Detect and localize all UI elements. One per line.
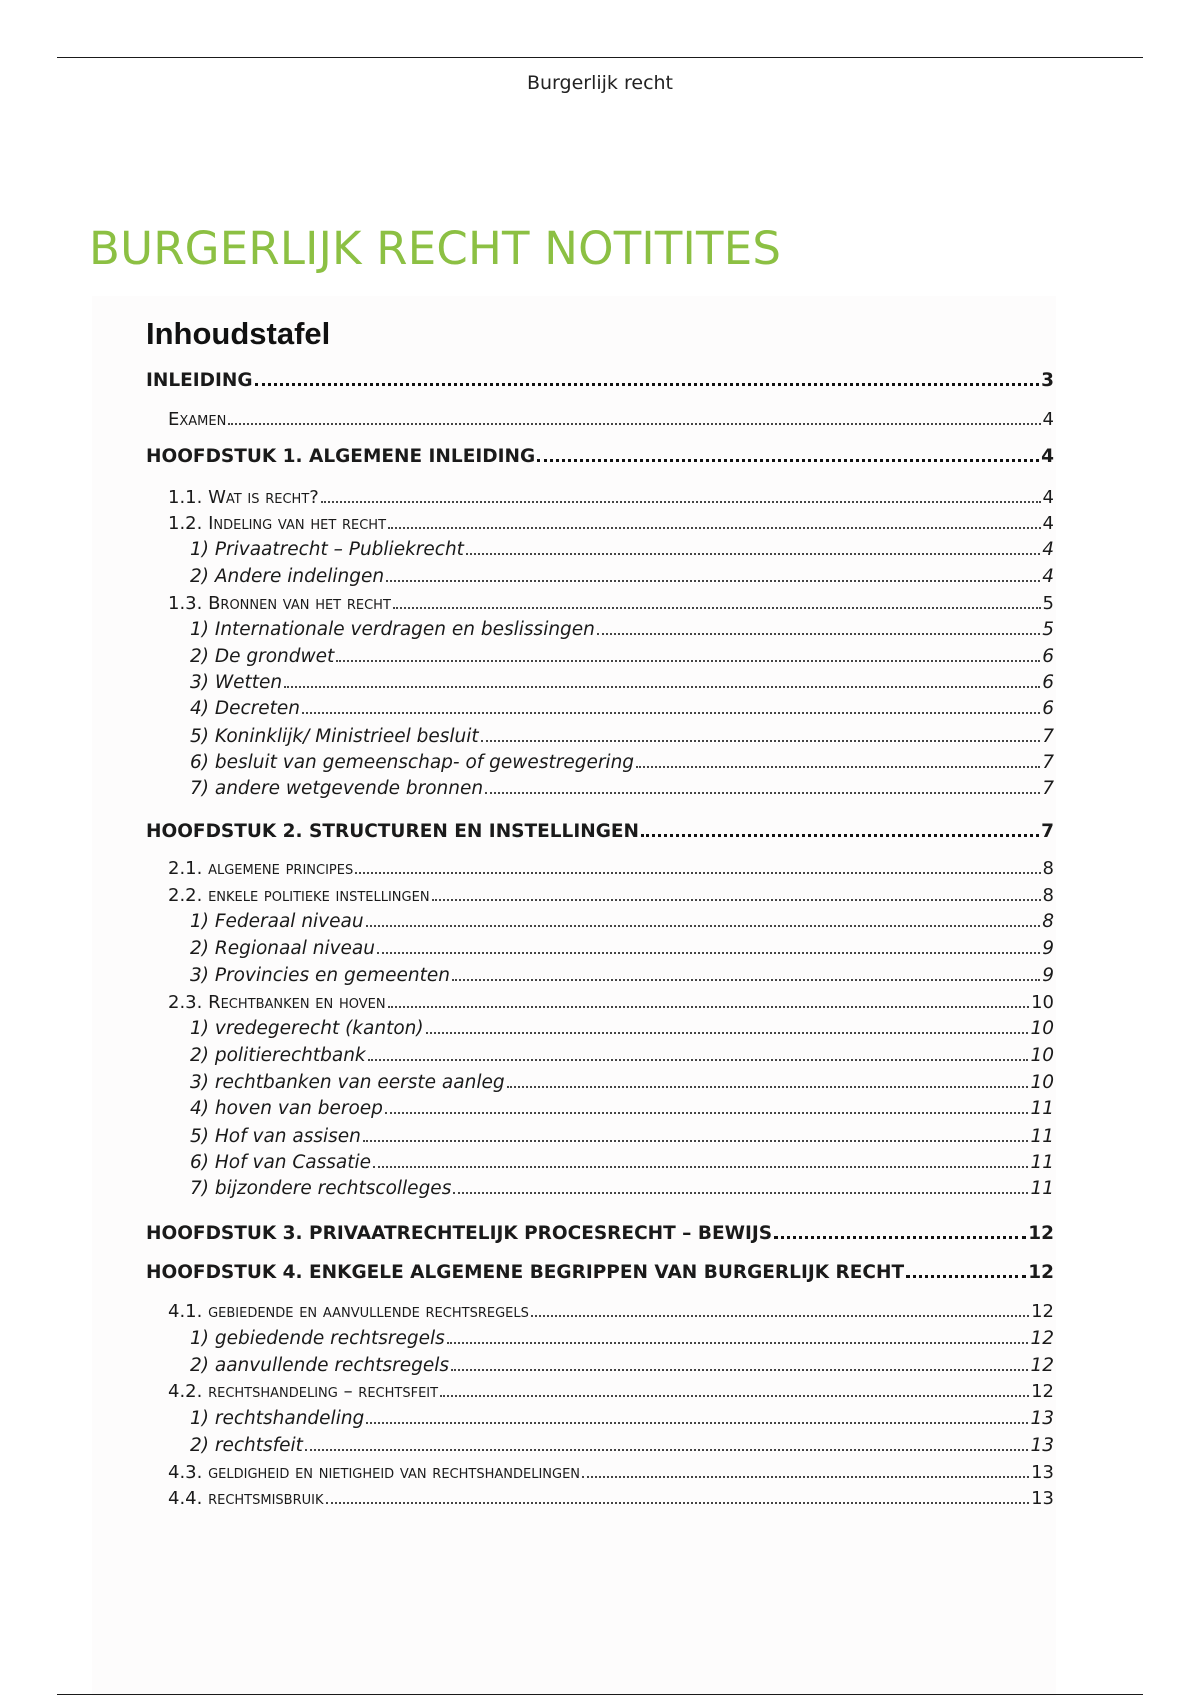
toc-subsection-entry[interactable] xyxy=(190,752,1054,778)
toc-dot-leader xyxy=(453,1191,1028,1194)
toc-page-number: 8 xyxy=(1042,911,1054,932)
toc-entry-title: 2) aanvullende rechtsregels xyxy=(190,1355,449,1376)
toc-entry-title: HOOFDSTUK 1. ALGEMENE INLEIDING xyxy=(146,446,536,467)
toc-subsection-entry[interactable] xyxy=(190,911,1054,937)
toc-page-number: 6 xyxy=(1042,698,1054,719)
toc-subsection-entry[interactable] xyxy=(190,1178,1054,1204)
toc-entry-title: 2.1. algemene principes xyxy=(168,858,354,879)
toc-section-entry[interactable] xyxy=(168,1301,1054,1327)
toc-page-number: 7 xyxy=(1041,821,1054,842)
toc-chapter-entry[interactable] xyxy=(146,370,1054,396)
toc-entry-title: 4.2. rechtshandeling – rechtsfeit xyxy=(168,1381,439,1402)
toc-page-number: 12 xyxy=(1031,1301,1054,1322)
toc-section-entry[interactable] xyxy=(168,487,1054,513)
toc-dot-leader xyxy=(774,1235,1026,1239)
toc-dot-leader xyxy=(451,1368,1028,1371)
toc-subsection-entry[interactable] xyxy=(190,1152,1054,1178)
toc-page-number: 7 xyxy=(1042,778,1054,799)
toc-dot-leader xyxy=(481,739,1041,742)
toc-page-number: 9 xyxy=(1042,965,1054,986)
toc-dot-leader xyxy=(385,1111,1029,1114)
toc-page-number: 12 xyxy=(1028,1262,1054,1283)
toc-page-number: 10 xyxy=(1030,1045,1054,1066)
toc-dot-leader xyxy=(641,833,1039,837)
toc-entry-title: HOOFDSTUK 2. STRUCTUREN EN INSTELLINGEN xyxy=(146,821,640,842)
toc-dot-leader xyxy=(355,871,1040,874)
toc-dot-leader xyxy=(386,579,1040,582)
toc-section-entry[interactable] xyxy=(168,885,1054,911)
toc-chapter-entry[interactable] xyxy=(146,1262,1054,1288)
toc-entry-title: 1) gebiedende rechtsregels xyxy=(190,1328,445,1349)
toc-dot-leader xyxy=(321,500,1041,503)
toc-dot-leader xyxy=(366,924,1041,927)
toc-subsection-entry[interactable] xyxy=(190,1408,1054,1434)
toc-dot-leader xyxy=(537,458,1039,462)
toc-page-number: 11 xyxy=(1030,1152,1054,1173)
toc-entry-title: Examen xyxy=(168,409,227,430)
toc-page-number: 4 xyxy=(1042,513,1054,534)
toc-dot-leader xyxy=(531,1314,1029,1317)
toc-dot-leader xyxy=(582,1475,1029,1478)
toc-entry-title: 6) Hof van Cassatie xyxy=(190,1152,372,1173)
toc-section-entry[interactable] xyxy=(168,858,1054,884)
toc-dot-leader xyxy=(440,1394,1029,1397)
toc-page-number: 13 xyxy=(1030,1408,1054,1429)
toc-subsection-entry[interactable] xyxy=(190,1435,1054,1461)
toc-entry-title: 3) rechtbanken van eerste aanleg xyxy=(190,1072,505,1093)
toc-entry-title: 4.4. rechtsmisbruik xyxy=(168,1488,324,1509)
toc-dot-leader xyxy=(388,1005,1030,1008)
toc-subsection-entry[interactable] xyxy=(190,1126,1054,1152)
toc-dot-leader xyxy=(366,1421,1028,1424)
document-title: BURGERLIJK RECHT NOTITITES xyxy=(89,222,782,275)
toc-subsection-entry[interactable] xyxy=(190,1072,1054,1098)
toc-page-number: 4 xyxy=(1042,566,1054,587)
toc-subsection-entry[interactable] xyxy=(190,965,1054,991)
toc-dot-leader xyxy=(426,1031,1029,1034)
toc-entry-title: 1.3. Bronnen van het recht xyxy=(168,593,391,614)
running-header: Burgerlijk recht xyxy=(526,72,674,94)
toc-subsection-entry[interactable] xyxy=(190,1098,1054,1124)
toc-page-number: 10 xyxy=(1030,1072,1054,1093)
toc-subsection-entry[interactable] xyxy=(190,778,1054,804)
toc-section-entry[interactable] xyxy=(168,1488,1054,1514)
toc-dot-leader xyxy=(336,659,1040,662)
toc-page-number: 11 xyxy=(1030,1126,1054,1147)
toc-dot-leader xyxy=(906,1274,1026,1278)
toc-entry-title: INLEIDING xyxy=(146,370,253,391)
toc-section-entry[interactable] xyxy=(168,593,1054,619)
toc-entry-title: 1) Federaal niveau xyxy=(190,911,364,932)
toc-page-number: 7 xyxy=(1042,726,1054,747)
toc-page-number: 5 xyxy=(1042,619,1054,640)
toc-entry-title: 2) De grondwet xyxy=(190,646,335,667)
toc-entry-title: 4.3. geldigheid en nietigheid van rechtshandelingen xyxy=(168,1462,581,1483)
toc-entry-title: 7) bijzondere rechtscolleges xyxy=(190,1178,452,1199)
toc-dot-leader xyxy=(393,606,1041,609)
toc-section-entry[interactable] xyxy=(168,1381,1054,1407)
toc-page-number: 3 xyxy=(1041,370,1054,391)
toc-dot-leader xyxy=(363,1139,1029,1142)
toc-section-entry[interactable] xyxy=(168,992,1054,1018)
toc-page-number: 6 xyxy=(1042,672,1054,693)
toc-entry-title: 2) politierechtbank xyxy=(190,1045,366,1066)
footer-rule xyxy=(57,1694,1143,1695)
toc-subsection-entry[interactable] xyxy=(190,566,1054,592)
toc-dot-leader xyxy=(432,898,1041,901)
toc-page-number: 12 xyxy=(1031,1381,1054,1402)
toc-entry-title: 6) besluit van gemeenschap- of gewestregering xyxy=(190,752,635,773)
toc-dot-leader xyxy=(284,685,1040,688)
toc-entry-title: 1) Internationale verdragen en beslissingen xyxy=(190,619,595,640)
toc-entry-title: 2) Andere indelingen xyxy=(190,566,385,587)
toc-page-number: 12 xyxy=(1030,1355,1054,1376)
toc-entry-title: HOOFDSTUK 3. PRIVAATRECHTELIJK PROCESRECHT – BEWIJS xyxy=(146,1223,773,1244)
toc-page-number: 11 xyxy=(1030,1178,1054,1199)
toc-entry-title: 1) vredegerecht (kanton) xyxy=(190,1018,424,1039)
toc-entry-title: 7) andere wetgevende bronnen xyxy=(190,778,484,799)
toc-page-number: 8 xyxy=(1042,858,1054,879)
toc-section-entry[interactable] xyxy=(168,1462,1054,1488)
toc-dot-leader xyxy=(326,1501,1030,1504)
toc-entry-title: 2) Regionaal niveau xyxy=(190,938,375,959)
toc-dot-leader xyxy=(302,711,1040,714)
toc-page-number: 9 xyxy=(1042,938,1054,959)
toc-section-entry[interactable] xyxy=(168,409,1054,435)
toc-chapter-entry[interactable] xyxy=(146,821,1054,847)
toc-subsection-entry[interactable] xyxy=(190,1328,1054,1354)
toc-entry-title: 3) Wetten xyxy=(190,672,283,693)
toc-dot-leader xyxy=(597,632,1040,635)
toc-entry-title: HOOFDSTUK 4. ENKGELE ALGEMENE BEGRIPPEN VAN BURGERLIJK RECHT xyxy=(146,1262,905,1283)
toc-entry-title: 1.2. Indeling van het recht xyxy=(168,513,387,534)
toc-subsection-entry[interactable] xyxy=(190,539,1054,565)
toc-page-number: 13 xyxy=(1031,1462,1054,1483)
toc-dot-leader xyxy=(447,1341,1029,1344)
toc-subsection-entry[interactable] xyxy=(190,1045,1054,1071)
toc-page-number: 10 xyxy=(1030,1018,1054,1039)
toc-subsection-entry[interactable] xyxy=(190,698,1054,724)
toc-entry-title: 2.2. enkele politieke instellingen xyxy=(168,885,430,906)
toc-entry-title: 2) rechtsfeit xyxy=(190,1435,303,1456)
toc-page-number: 13 xyxy=(1031,1488,1054,1509)
toc-heading: Inhoudstafel xyxy=(146,316,331,351)
toc-entry-title: 5) Koninklijk/ Ministrieel besluit xyxy=(190,726,479,747)
toc-entry-title: 2.3. Rechtbanken en hoven xyxy=(168,992,386,1013)
toc-entry-title: 4) Decreten xyxy=(190,698,301,719)
toc-dot-leader xyxy=(636,765,1040,768)
toc-page-number: 4 xyxy=(1042,409,1054,430)
toc-dot-leader xyxy=(377,951,1040,954)
toc-chapter-entry[interactable] xyxy=(146,1223,1054,1249)
toc-page-number: 4 xyxy=(1041,446,1054,467)
toc-page-number: 4 xyxy=(1042,539,1054,560)
toc-subsection-entry[interactable] xyxy=(190,672,1054,698)
toc-subsection-entry[interactable] xyxy=(190,938,1054,964)
toc-entry-title: 1) rechtshandeling xyxy=(190,1408,365,1429)
toc-page-number: 10 xyxy=(1031,992,1054,1013)
toc-entry-title: 4) hoven van beroep xyxy=(190,1098,383,1119)
toc-page-number: 12 xyxy=(1030,1328,1054,1349)
toc-subsection-entry[interactable] xyxy=(190,726,1054,752)
toc-page-number: 5 xyxy=(1042,593,1054,614)
toc-subsection-entry[interactable] xyxy=(190,1355,1054,1381)
toc-section-entry[interactable] xyxy=(168,513,1054,539)
toc-entry-title: 4.1. gebiedende en aanvullende rechtsregels xyxy=(168,1301,529,1322)
toc-dot-leader xyxy=(466,552,1040,555)
toc-page-number: 4 xyxy=(1042,487,1054,508)
toc-dot-leader xyxy=(255,382,1040,386)
toc-page-number: 8 xyxy=(1042,885,1054,906)
toc-dot-leader xyxy=(368,1058,1029,1061)
toc-entry-title: 1) Privaatrecht – Publiekrecht xyxy=(190,539,464,560)
toc-subsection-entry[interactable] xyxy=(190,1018,1054,1044)
toc-chapter-entry[interactable] xyxy=(146,446,1054,472)
toc-page-number: 13 xyxy=(1030,1435,1054,1456)
toc-page-number: 12 xyxy=(1028,1223,1054,1244)
toc-subsection-entry[interactable] xyxy=(190,619,1054,645)
toc-dot-leader xyxy=(305,1448,1029,1451)
toc-dot-leader xyxy=(388,526,1041,529)
toc-dot-leader xyxy=(452,978,1040,981)
toc-entry-title: 5) Hof van assisen xyxy=(190,1126,361,1147)
toc-dot-leader xyxy=(228,422,1040,425)
toc-page-number: 11 xyxy=(1030,1098,1054,1119)
toc-entry-title: 3) Provincies en gemeenten xyxy=(190,965,450,986)
toc-page-number: 6 xyxy=(1042,646,1054,667)
toc-entry-title: 1.1. Wat is recht? xyxy=(168,487,319,508)
toc-dot-leader xyxy=(507,1085,1029,1088)
toc-dot-leader xyxy=(485,791,1040,794)
toc-subsection-entry[interactable] xyxy=(190,646,1054,672)
toc-dot-leader xyxy=(373,1165,1028,1168)
toc-page-number: 7 xyxy=(1042,752,1054,773)
